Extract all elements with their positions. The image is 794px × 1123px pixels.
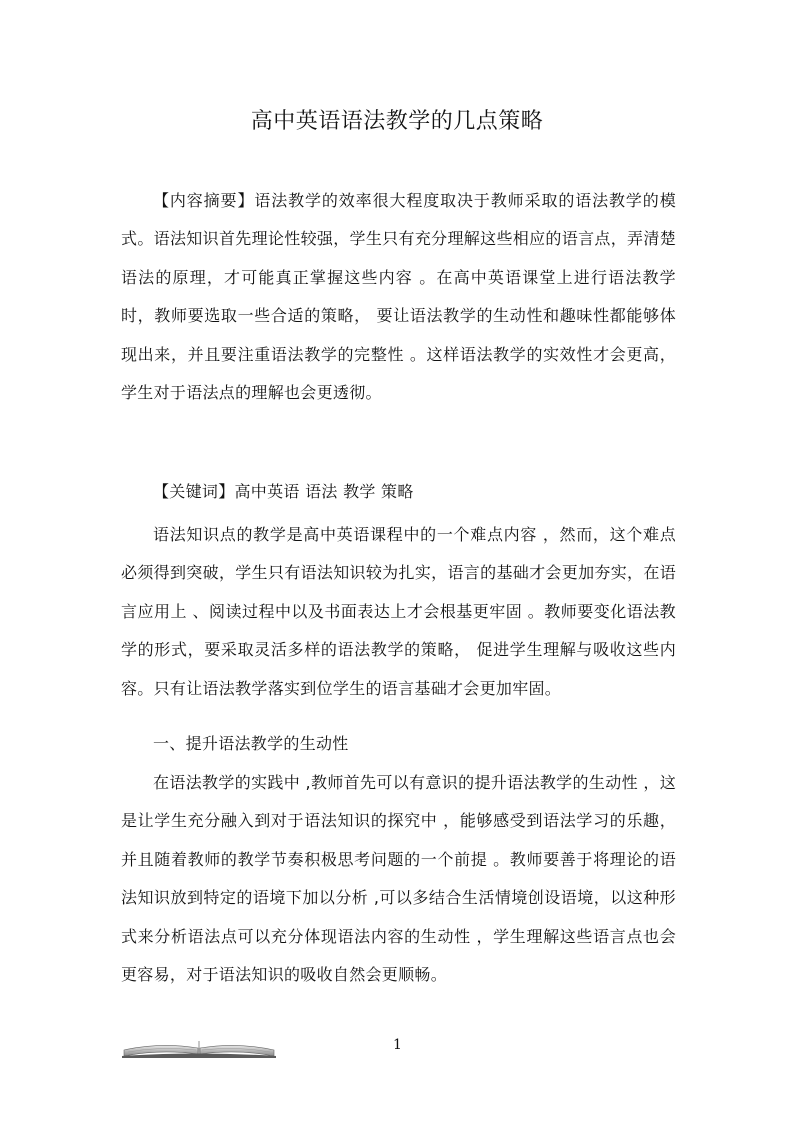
page-number: 1 [393,1037,402,1053]
keywords-line: 【关键词】高中英语 语法 教学 策略 [153,482,414,501]
page-footer [0,1030,794,1070]
abstract-paragraph: 【内容摘要】语法教学的效率很大程度取决于教师采取的语法教学的模式。语法知识首先理论性较强，学生只有充分理解这些相应的语言点，弄清楚语法的原理，才可能真正掌握这些内容 。在高中英语课堂上进行语法教学时，教师要选取一些合适的策略， 要让语法教学的生动性和趣味性都能够体现出来，并且要注重语法教学的完整性 。这样语法教学的实效性才会更高，学生对于语法点的理解也会更透彻。 [121,191,676,403]
section-heading: 一、提升语法教学的生动性 [153,734,349,753]
body-paragraph: 语法知识点的教学是高中英语课程中的一个难点内容 ，然而，这个难点必须得到突破，学生只有语法知识较为扎实，语言的基础才会更加夯实，在语言应用上 、阅读过程中以及书面表达上才会根基更牢固 。教师要变化语法教学的形式，要采取灵活多样的语法教学的策略， 促进学生理解与吸收这些内容。只有让语法教学落实到位学生的语言基础才会更加牢固。 [121,525,676,698]
open-book-icon [120,1036,278,1058]
document-title: 高中英语语法教学的几点策略 [250,109,544,134]
body-paragraph: 在语法教学的实践中 ,教师首先可以有意识的提升语法教学的生动性 ，这是让学生充分融入到对于语法知识的探究中 ，能够感受到语法学习的乐趣，并且随着教师的教学节奏积极思考问题的一个前提 。教师要善于将理论的语法知识放到特定的语境下加以分析 ,可以多结合生活情境创设语境，以这种形式来分析语法点可以充分体现语法内容的生动性 ，学生理解这些语言点也会更容易，对于语法知识的吸收自然会更顺畅。 [121,773,676,985]
